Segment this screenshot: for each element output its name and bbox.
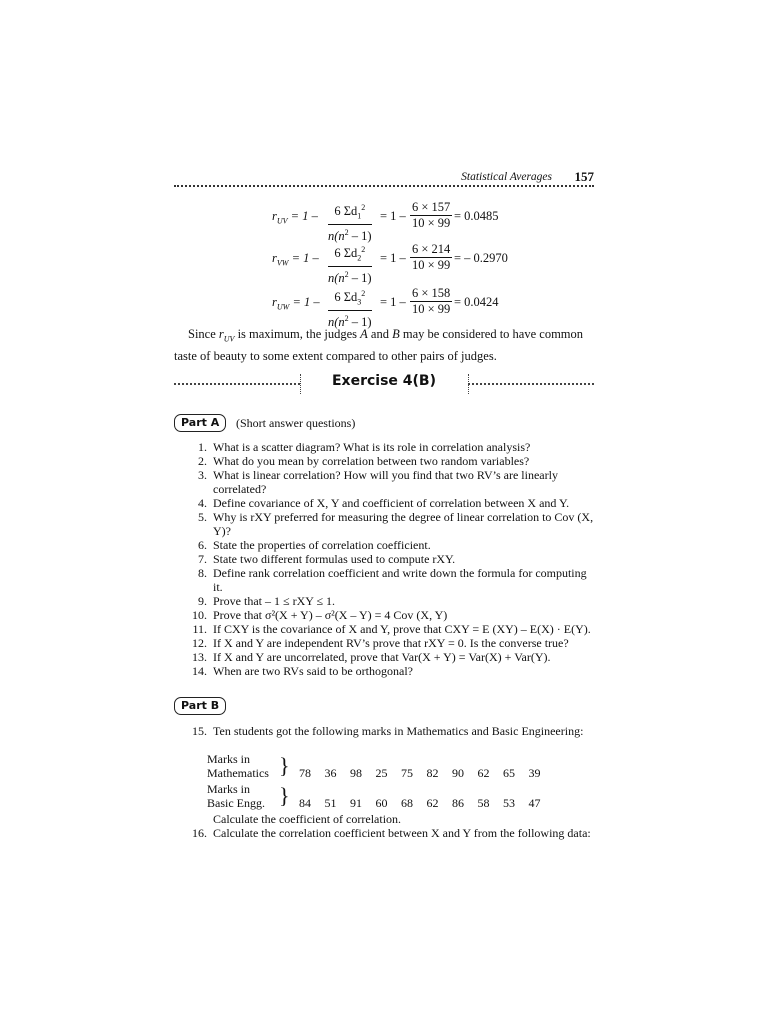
frac-den: n(n (328, 270, 345, 285)
question-number: 14. (192, 664, 207, 678)
text-run: B (392, 327, 400, 341)
text-run: and (367, 327, 393, 341)
frac-num: 6 Σd (334, 246, 358, 261)
question-number: 6. (198, 538, 207, 552)
part-a-note: (Short answer questions) (236, 416, 356, 430)
question-number: 10. (192, 608, 207, 622)
question-item (174, 552, 594, 566)
eq-lhs-sub: UV (276, 216, 288, 226)
question-text: When are two RVs said to be orthogonal? (213, 664, 413, 678)
running-title: Statistical Averages (461, 171, 552, 183)
question-item (174, 468, 594, 496)
cell-value: 51 (324, 796, 337, 810)
eq-lhs: r (272, 209, 277, 223)
cell-value: 78 (299, 766, 311, 780)
frac-num: 6 Σd (334, 290, 358, 305)
text-run: A (360, 327, 368, 341)
eq-result: = 0.0485 (454, 209, 499, 223)
questions-part-a (174, 440, 594, 678)
eq-fraction-right (410, 200, 452, 231)
frac-num-sub: 1 (357, 211, 362, 221)
frac-den-sup: 2 (344, 227, 349, 237)
frac-num-value: 6 × 158 (412, 286, 451, 300)
question-text: Define covariance of X, Y and coefficient of correlation between X and Y. (213, 496, 570, 510)
frac-num: 6 Σd (334, 204, 358, 219)
question-text: What is a scatter diagram? What is its role in correlation analysis? (213, 440, 531, 454)
question-number: 12. (192, 636, 207, 650)
frac-den-tail: – 1) (348, 314, 372, 329)
frac-num-value: 6 × 214 (412, 242, 451, 256)
frac-den: n(n (328, 228, 345, 243)
header-rule (174, 185, 594, 187)
frac-den-value: 10 × 99 (412, 258, 451, 272)
text-run: is maximum, the judges (234, 327, 361, 341)
frac-num-sup: 2 (361, 289, 366, 298)
text-run: Since (188, 327, 219, 341)
eq-lhs-sub: VW (276, 258, 289, 268)
frac-den-value: 10 × 99 (412, 216, 451, 230)
question-item (174, 650, 594, 664)
question-item (174, 496, 594, 510)
row-label-line2: Mathematics (207, 766, 269, 780)
question-text: What do you mean by correlation between two random variables? (213, 454, 530, 468)
question-text: What is linear correlation? How will you find that two RV’s are linearly correlated? (213, 468, 558, 496)
row-label-line1: Marks in (207, 752, 250, 766)
question-text: Ten students got the following marks in Mathematics and Basic Engineering: (213, 724, 584, 738)
question-text: If X and Y are uncorrelated, prove that Var(X + Y) = Var(X) + Var(Y). (213, 650, 551, 664)
eq-sign: = 1 – (380, 209, 406, 223)
question-number-blank (174, 812, 207, 826)
frac-den: n(n (328, 314, 345, 329)
eq-fraction-left (328, 200, 372, 244)
question-text: Calculate the correlation coefficient between X and Y from the following data: (213, 826, 591, 840)
question-16 (174, 826, 594, 840)
frac-den-tail: – 1) (348, 270, 372, 285)
question-item (174, 440, 594, 454)
frac-num-value: 6 × 157 (412, 200, 451, 214)
frac-num-sub: 3 (357, 297, 362, 307)
question-number: 1. (198, 440, 207, 454)
cell-value: 98 (350, 766, 362, 780)
row-label (207, 782, 287, 810)
row-label (207, 752, 287, 780)
question-number: 16. (192, 826, 207, 840)
eq-result: = 0.0424 (454, 295, 499, 309)
cell-value: 86 (452, 796, 464, 810)
part-a-label: Part A (174, 414, 226, 432)
question-number: 5. (198, 510, 207, 524)
cell-value: 60 (375, 796, 388, 810)
eq-sign: = 1 – (380, 251, 406, 265)
question-text: Prove that σ²(X + Y) – σ²(X – Y) = 4 Cov (X, Y) (213, 608, 448, 622)
question-text: State the properties of correlation coefficient. (213, 538, 431, 552)
question-text: If CXY is the covariance of X and Y, prove that CXY = E (XY) – E(X) · E(Y). (213, 622, 591, 636)
cell-value: 82 (426, 766, 439, 780)
questions-part-b (174, 724, 594, 738)
eq-lhs: r (272, 295, 277, 309)
question-number: 7. (198, 552, 207, 566)
frac-den-sup: 2 (344, 269, 349, 279)
question-item (174, 826, 594, 840)
exercise-heading (174, 373, 594, 395)
conclusion-paragraph (174, 326, 594, 364)
question-item (174, 538, 594, 552)
question-item (174, 622, 594, 636)
question-number: 4. (198, 496, 207, 510)
cell-value: 36 (324, 766, 337, 780)
question-number: 15. (192, 724, 207, 738)
eq-fraction-left (328, 242, 372, 286)
text-run: may be considered to have common taste of beauty to some extent compared to other pairs of judges. (174, 327, 584, 363)
exercise-title: Exercise 4(B) (331, 373, 436, 389)
row-label-line1: Marks in (207, 782, 250, 796)
question-text: If X and Y are independent RV’s prove that rXY = 0. Is the converse true? (213, 636, 569, 650)
cell-value: 65 (503, 766, 515, 780)
question-number: 2. (198, 454, 207, 468)
eq-result: = – 0.2970 (454, 251, 508, 265)
question-text: Define rank correlation coefficient and write down the formula for computing it. (213, 566, 587, 594)
dotted-rule-left (174, 383, 300, 385)
text-run: r (218, 327, 224, 341)
question-number: 3. (198, 468, 207, 482)
cell-value: 68 (401, 796, 413, 810)
question-item (174, 454, 594, 468)
question-text: Prove that – 1 ≤ rXY ≤ 1. (213, 594, 336, 608)
cell-value: 90 (452, 766, 464, 780)
cell-value: 84 (299, 796, 311, 810)
question-number: 11. (192, 622, 207, 636)
cell-value: 91 (350, 796, 362, 810)
cell-value: 53 (503, 796, 515, 810)
eq-lhs: r (272, 251, 277, 265)
cell-value: 39 (528, 766, 541, 780)
brace-glyph: } (279, 753, 290, 778)
eq-lhs-sub: UW (276, 302, 290, 312)
frac-den-sup: 2 (344, 313, 349, 323)
cell-value: 75 (401, 766, 413, 780)
frac-num-sub: 2 (357, 253, 362, 263)
part-b-label: Part B (174, 697, 226, 715)
question-item (174, 566, 594, 594)
question-text: State two different formulas used to compute rXY. (213, 552, 456, 566)
question-number: 13. (192, 650, 207, 664)
cell-value: 58 (477, 796, 490, 810)
eq-fraction-left (328, 286, 372, 330)
question-item (174, 664, 594, 678)
cell-value: 47 (528, 796, 541, 810)
question-item (174, 510, 594, 538)
question-item (174, 594, 594, 608)
question-item (174, 636, 594, 650)
question-number: 8. (198, 566, 207, 580)
bracket-left (300, 374, 301, 394)
question-15-instruction (174, 812, 594, 826)
row-values (299, 766, 554, 780)
page-number: 157 (574, 169, 594, 184)
row-label-line2: Basic Engg. (207, 796, 265, 810)
question-number: 9. (198, 594, 207, 608)
frac-num-sup: 2 (361, 203, 366, 212)
eq-fraction-right (410, 242, 452, 273)
text-run: UV (223, 334, 235, 344)
eq-fraction-right (410, 286, 452, 317)
cell-value: 62 (477, 766, 490, 780)
brace-glyph: } (279, 783, 290, 808)
row-values (299, 796, 554, 810)
question-text: Calculate the coefficient of correlation. (213, 812, 402, 826)
frac-den-value: 10 × 99 (412, 302, 451, 316)
question-text: Why is rXY preferred for measuring the degree of linear correlation to Cov (X, Y)? (213, 510, 594, 538)
cell-value: 25 (375, 766, 388, 780)
question-item (174, 724, 594, 738)
frac-den-tail: – 1) (348, 228, 372, 243)
frac-num-sup: 2 (361, 245, 366, 254)
eq-sign: = 1 – (380, 295, 406, 309)
cell-value: 62 (426, 796, 439, 810)
dotted-rule-right (468, 383, 594, 385)
question-item (174, 812, 594, 826)
question-item (174, 608, 594, 622)
